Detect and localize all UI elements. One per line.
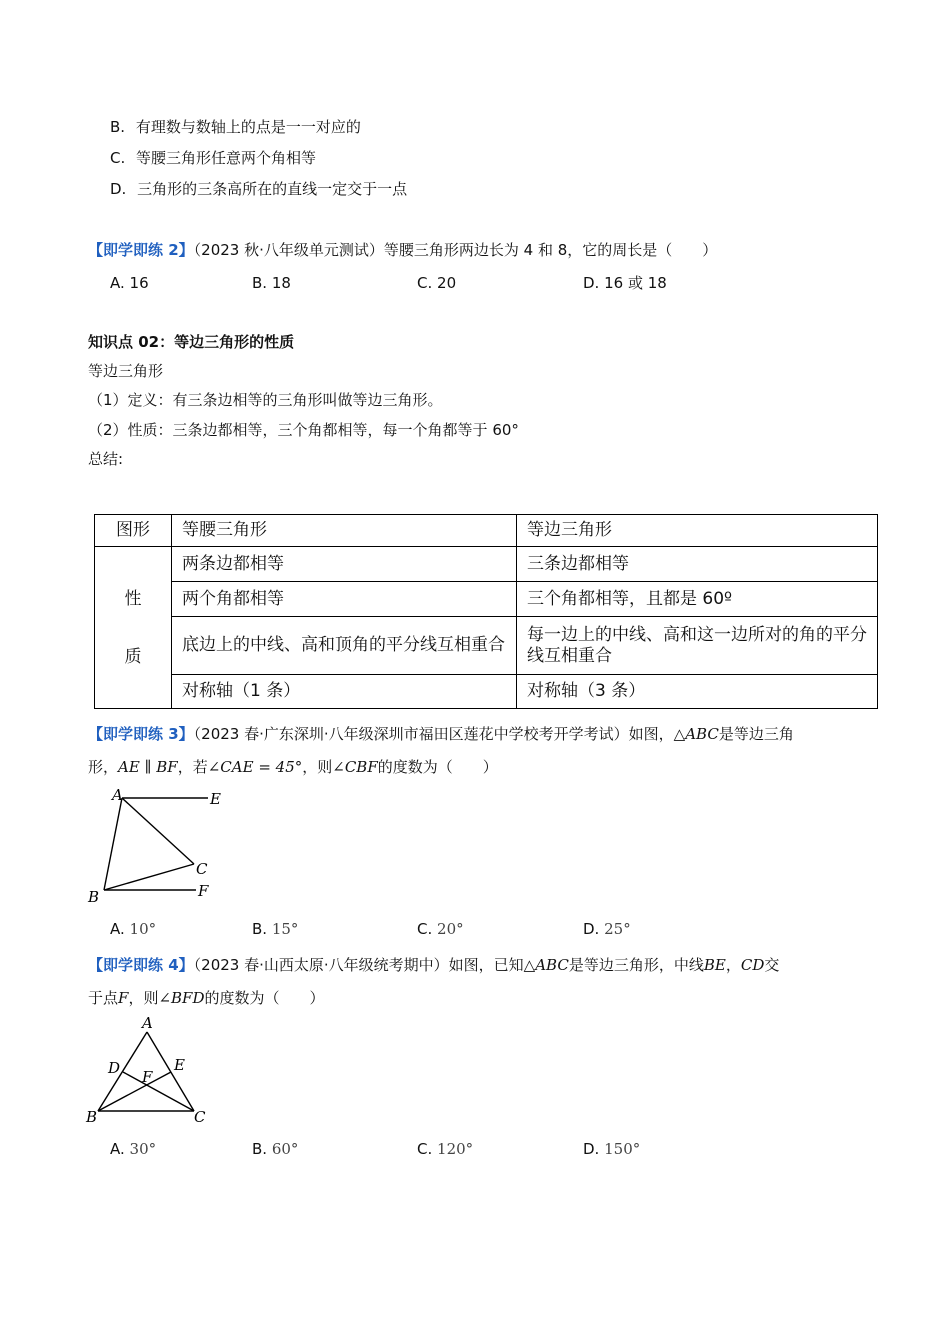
- table-cell: 两条边都相等: [172, 547, 517, 582]
- q2-option-c: C. 20: [417, 274, 457, 292]
- side-ab: [104, 798, 122, 890]
- table-header-cell: 等边三角形: [517, 515, 878, 547]
- label-b: B: [86, 1108, 98, 1126]
- q3-option-b: B. 15°: [252, 920, 299, 938]
- table-cell: 对称轴（3 条）: [517, 675, 878, 709]
- label-d: D: [108, 1059, 121, 1077]
- q4-option-b: B. 60°: [252, 1140, 299, 1158]
- table-header-cell: 图形: [95, 515, 172, 547]
- q3-option-c: C. 20°: [417, 920, 464, 938]
- q2-stem: 【即学即练 2】（2023 秋·八年级单元测试）等腰三角形两边长为 4 和 8，它的周长是（ ）: [88, 241, 718, 259]
- label-c: C: [194, 1108, 206, 1126]
- label-a: A: [112, 786, 123, 804]
- property-label-cell: [95, 547, 172, 709]
- table-header-row: [95, 515, 878, 547]
- kp-property: （2）性质：三条边都相等，三个角都相等，每一个角都等于 60°: [88, 421, 519, 439]
- side-ab: [98, 1032, 147, 1111]
- q4-option-a: A. 30°: [110, 1140, 157, 1158]
- table-cell: 三个角都相等，且都是 60º: [517, 582, 878, 617]
- table-cell: 三条边都相等: [517, 547, 878, 582]
- q2-option-a: A. 16: [110, 274, 149, 292]
- kp-heading: 知识点 02：等边三角形的性质: [88, 333, 295, 351]
- kp-summary: 总结:: [88, 450, 124, 468]
- q1-option-c: C. 等腰三角形任意两个角相等: [110, 149, 317, 167]
- table-cell: 每一边上的中线、高和这一边所对的角的平分线互相重合: [517, 617, 878, 675]
- q3-stem-line1: 【即学即练 3】（2023 春·广东深圳·八年级深圳市福田区莲花中学校考开学考试）如图，△ABC是等边三角: [88, 725, 794, 743]
- q4-option-c: C. 120°: [417, 1140, 474, 1158]
- side-bc: [104, 864, 194, 890]
- table-row: [95, 617, 878, 675]
- q2-option-d: D. 16 或 18: [583, 274, 667, 292]
- label-f: F: [142, 1068, 153, 1086]
- q4-option-d: D. 150°: [583, 1140, 641, 1158]
- q3-stem-line2: 形，AE ∥ BF，若∠CAE = 45°，则∠CBF的度数为（ ）: [88, 758, 498, 776]
- side-ac: [122, 798, 194, 864]
- q1-option-d: D. 三角形的三条高所在的直线一定交于一点: [110, 180, 408, 198]
- table-row: [95, 582, 878, 617]
- kp-definition: （1）定义：有三条边相等的三角形叫做等边三角形。: [88, 391, 443, 409]
- label-c: C: [196, 860, 208, 878]
- label-e: E: [210, 790, 221, 808]
- q2-option-b: B. 18: [252, 274, 291, 292]
- label-f: F: [198, 882, 209, 900]
- label-e: E: [174, 1056, 185, 1074]
- q3-figure: [86, 784, 236, 906]
- table-header-cell: 等腰三角形: [172, 515, 517, 547]
- property-table: [94, 514, 878, 709]
- table-row: [95, 675, 878, 709]
- q1-option-b: B. 有理数与数轴上的点是一一对应的: [110, 118, 361, 136]
- table-cell: 对称轴（1 条）: [172, 675, 517, 709]
- q4-figure: [84, 1012, 214, 1128]
- table-cell: 底边上的中线、高和顶角的平分线互相重合: [172, 617, 517, 675]
- property-label-1: 性: [124, 588, 142, 609]
- table-row: [95, 547, 878, 582]
- property-label-2: 质: [124, 646, 142, 667]
- q3-option-a: A. 10°: [110, 920, 157, 938]
- table-cell: 两个角都相等: [172, 582, 517, 617]
- q4-stem-line1: 【即学即练 4】（2023 春·山西太原·八年级统考期中）如图，已知△ABC是等边三角形，中线BE，CD交: [88, 956, 780, 974]
- label-b: B: [88, 888, 100, 906]
- q4-stem-line2: 于点F，则∠BFD的度数为（ ）: [88, 989, 325, 1007]
- label-a: A: [142, 1014, 153, 1032]
- q3-option-d: D. 25°: [583, 920, 631, 938]
- kp-subheading: 等边三角形: [88, 362, 164, 380]
